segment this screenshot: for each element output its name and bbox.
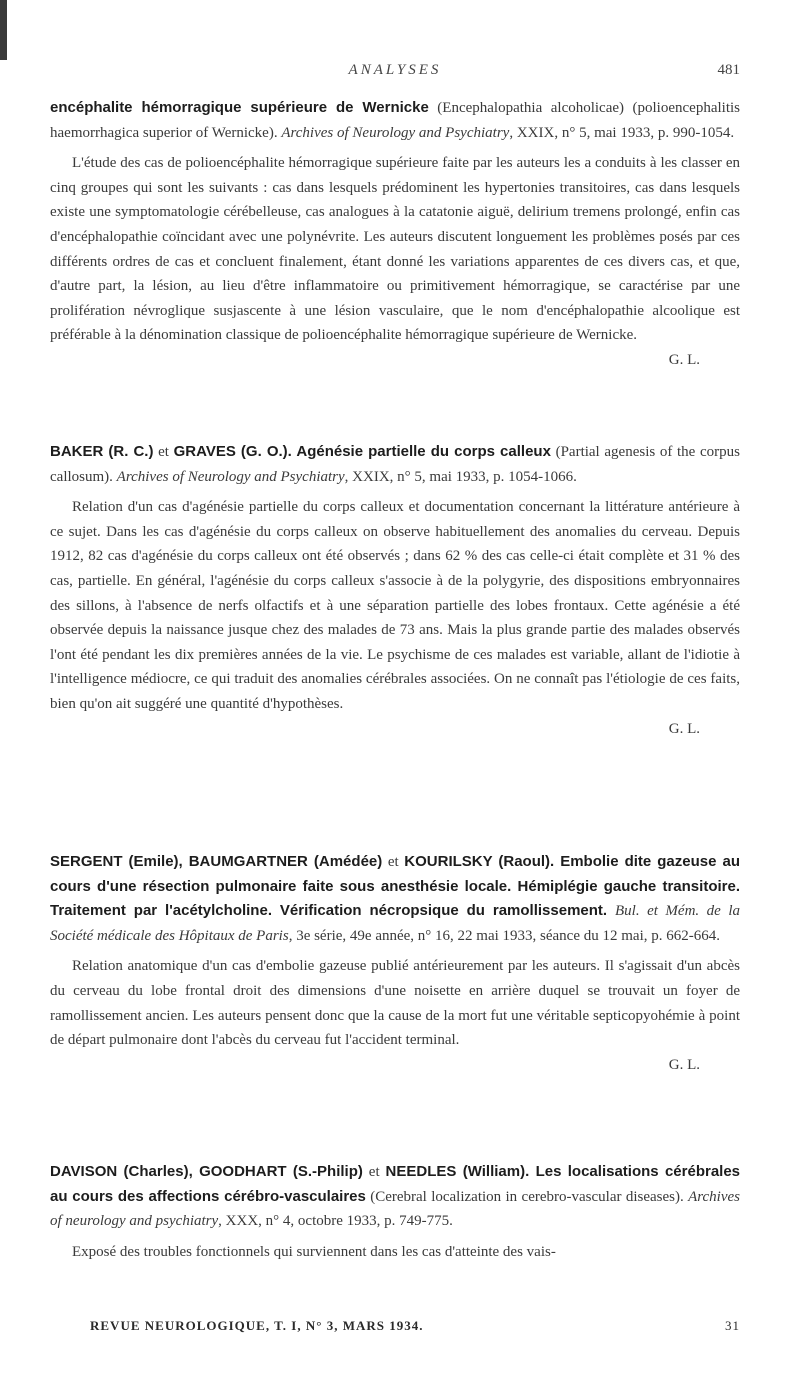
journal-name: Archives of Neurology and Psychiatry bbox=[281, 124, 510, 141]
article-title: . Agénésie partielle du corps calleux bbox=[287, 443, 551, 460]
author-1: DAVISON (Charles), GOODHART (S.-Philip) bbox=[50, 1163, 363, 1180]
reviewer-signature: G. L. bbox=[668, 1056, 700, 1073]
conjunction: et bbox=[153, 444, 174, 460]
abstract-text: Relation anatomique d'un cas d'embolie gazeuse publié antérieurement par les auteurs. Il s'agissait d'un abcès du cerveau du lobe frontal droit des dimensions d'une noisette en arrière duquel se trouvait un foyer de ramollissement ancien. Les auteurs pensent donc que la cause de la mort fut une véritable septicopyohémie à point de départ pulmonaire dont l'abcès du cerveau fut l'accident terminal. bbox=[50, 958, 740, 1049]
reviewer-signature: G. L. bbox=[668, 351, 700, 368]
english-title: (Encephalopathia alcoholicae) (polioencephalitis haemorrhagica superior of Wernicke). bbox=[50, 100, 740, 141]
page-footer bbox=[90, 1318, 740, 1342]
abstract-entry-2 bbox=[50, 440, 740, 741]
publication-details: , XXX, n° 4, octobre 1933, p. 749-775. bbox=[218, 1213, 453, 1230]
publication-details: , 3e série, 49e année, n° 16, 22 mai 1933, séance du 12 mai, p. 662-664. bbox=[288, 927, 720, 944]
citation bbox=[50, 1160, 740, 1234]
signature-mark: 31 bbox=[725, 1318, 740, 1333]
author-1: BAKER (R. C.) bbox=[50, 443, 154, 460]
abstract-entry-4 bbox=[50, 1160, 740, 1264]
abstract-text: Exposé des troubles fonctionnels qui surviennent dans les cas d'atteinte des vais- bbox=[72, 1243, 556, 1260]
page bbox=[50, 0, 740, 1395]
running-title: ANALYSES bbox=[348, 62, 442, 78]
publication-details: , XXIX, n° 5, mai 1933, p. 990-1054. bbox=[509, 124, 735, 141]
conjunction: et bbox=[362, 1164, 386, 1180]
article-title: encéphalite hémorragique supérieure de Wernicke bbox=[50, 99, 429, 116]
reviewer-signature: G. L. bbox=[668, 720, 700, 737]
publication-details: , XXIX, n° 5, mai 1933, p. 1054-1066. bbox=[344, 468, 577, 485]
journal-name: Bul. et Mém. de la Société médicale des Hôpitaux de Paris bbox=[50, 903, 740, 944]
abstract-text: Relation d'un cas d'agénésie partielle du corps calleux et documentation concernant la littérature antérieure à ce sujet. Dans les cas d'agénésie du corps calleux on observe habituellement des anomalies du cerveau. Depuis 1912, 82 cas d'agénésie du corps calleux ont été observés ; dans 62 % des cas celle-ci était complète et 31 % des cas, partielle. En général, l'agénésie du corps calleux s'associe à de la polygyrie, des dispositions embryonnaires des sillons, à l'absence de nerfs olfactifs et à une séparation partielle des lobes frontaux. Cette agénésie a été observée depuis la naissance jusque chez des malades de 73 ans. Mais la plus grande partie des malades observés l'ont été pendant les dix premières années de la vie. Le psychisme de ces malades est variable, allant de l'idiotie à l'intelligence médiocre, ce qui traduit des anomalies cérébrales associées. On ne connaît pas l'étiologie de ces faits, bien qu'on ait suggéré une quantité d'hypothèses. bbox=[50, 499, 740, 712]
english-title: (Partial agenesis of the corpus callosum). bbox=[50, 444, 740, 485]
author-2: KOURILSKY (Raoul) bbox=[404, 853, 551, 870]
conjunction: et bbox=[382, 854, 405, 870]
article-title: . Embolie dite gazeuse au cours d'une résection pulmonaire faite sous anesthésie locale. Hémiplégie gauche transitoire. Traitement par l'acétylcholine. Vérification nécropsique du ramollissement. bbox=[50, 853, 740, 920]
abstract-entry-1 bbox=[50, 96, 740, 373]
journal-name: Archives of Neurology and Psychiatry bbox=[116, 468, 345, 485]
citation bbox=[50, 440, 740, 489]
running-header bbox=[50, 62, 740, 86]
english-title: (Cerebral localization in cerebro-vascular diseases). bbox=[365, 1188, 689, 1205]
article-title: . Les localisations cérébrales au cours des affections cérébro-vasculaires bbox=[50, 1163, 741, 1205]
abstract-entry-3 bbox=[50, 850, 740, 1077]
citation bbox=[50, 850, 740, 948]
citation bbox=[50, 96, 740, 145]
author-2: GRAVES (G. O.) bbox=[173, 443, 288, 460]
page-number: 481 bbox=[717, 62, 740, 78]
abstract-text: L'étude des cas de polioencéphalite hémorragique supérieure faite par les auteurs les a conduits à les classer en cinq groupes qui sont les suivants : cas dans lesquels prédominent les hypertonies transitoires, cas dans lesquels existe une symptomatologie cérébelleuse, cas analogues à la catatonie aiguë, delirium tremens prolongé, enfin cas d'encéphalopathie coïncidant avec une polynévrite. Les auteurs discutent longuement les problèmes posés par ces différents ordres de cas et concluent finalement, étant donné les variations apparentes de ces divers cas, et que, d'autre part, la lésion, au lieu d'être inflammatoire ou primitivement hémorragique, se caractérise par une prolifération névroglique susjascente à une lésion vasculaire, que le nom d'encéphalopathie alcoolique est préférable à la dénomination classique de polioencéphalite hémorragique supérieure de Wernicke. bbox=[50, 155, 740, 344]
journal-reference: REVUE NEUROLOGIQUE, T. I, N° 3, MARS 1934. bbox=[90, 1318, 424, 1333]
author-2: NEEDLES (William) bbox=[385, 1163, 526, 1180]
author-1: SERGENT (Emile), BAUMGARTNER (Amédée) bbox=[50, 853, 383, 870]
page-edge bbox=[0, 0, 7, 60]
journal-name: Archives of neurology and psychiatry bbox=[50, 1188, 740, 1230]
